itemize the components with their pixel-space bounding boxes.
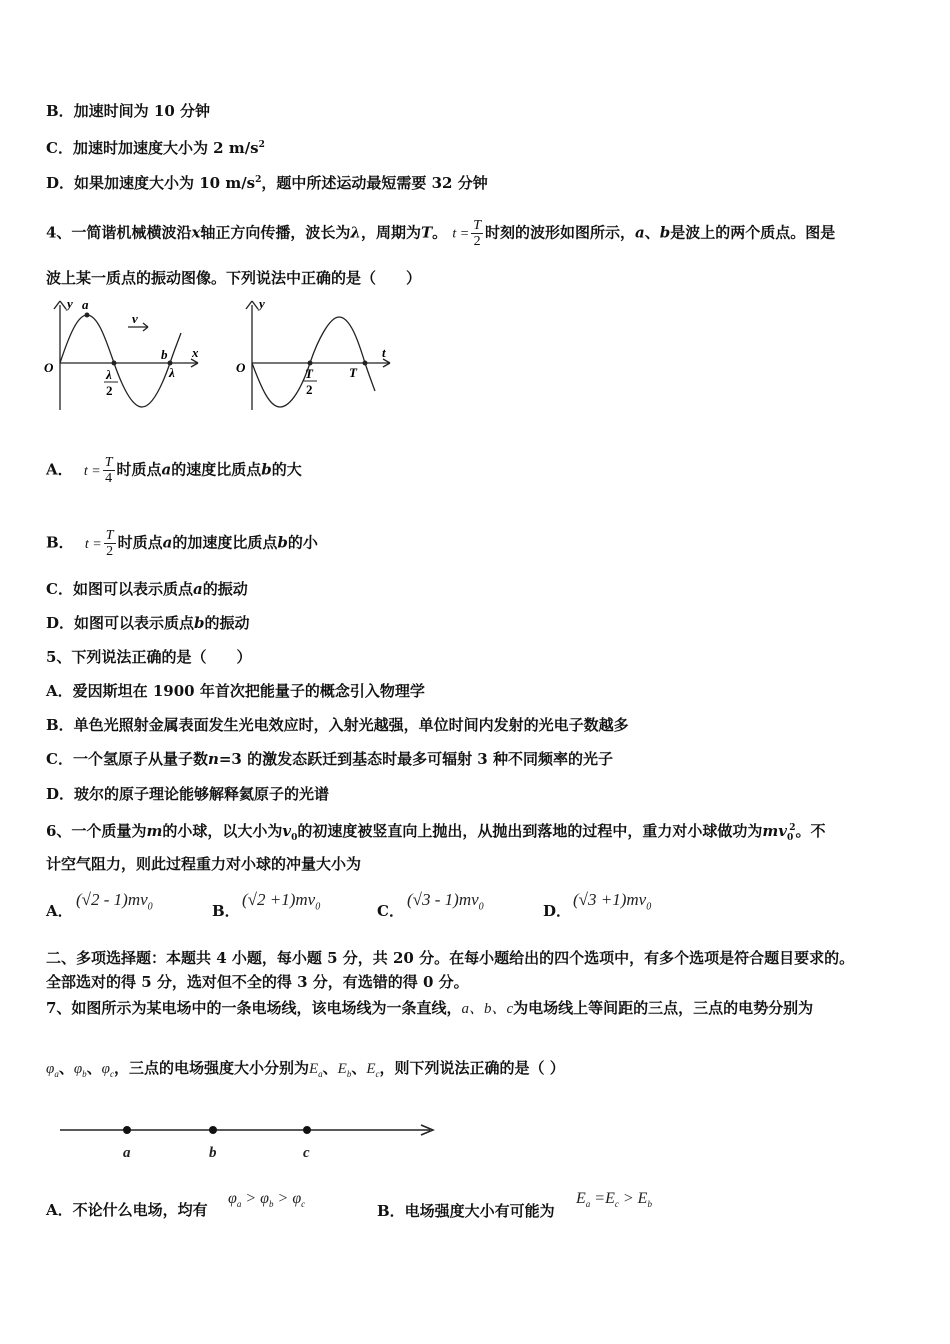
wave-a-label: a xyxy=(82,297,89,312)
vib-T-label: T xyxy=(349,365,357,380)
q3-option-d: D．如果加速度大小为 10 $m/s^2$，题中所述运动最短需要 32 分钟 xyxy=(46,174,488,192)
q6-option-c: C． xyxy=(377,902,404,920)
q5-option-c: C．一个氢原子从量子数n=3 的激发态跃迁到基态时最多可辐射 3 种不同频率的光子 xyxy=(46,750,613,768)
wave-y-arrow-right xyxy=(60,301,66,309)
q6-option-a: A． xyxy=(46,902,73,920)
wave-half-lambda-num: λ xyxy=(106,367,112,382)
wave-lambda-label: λ xyxy=(169,365,175,380)
q7-stem-line1: 7、如图所示为某电场中的一条电场线，该电场线为一条直线，a、b、c为电场线上等间距的三点，三点的电势分别为 xyxy=(46,999,814,1017)
vib-curve xyxy=(252,317,375,407)
point-half-lambda xyxy=(112,361,117,366)
wave-half-lambda-den: 2 xyxy=(106,383,113,398)
wave-b-label: b xyxy=(161,347,168,362)
field-label-b: b xyxy=(209,1145,217,1161)
q4-option-a: A． t = $\frac{T}{4}$ 时质点a的速度比质点b的大 xyxy=(46,455,302,486)
vib-t-label: t xyxy=(382,345,386,360)
field-label-a: a xyxy=(123,1145,131,1161)
q7-option-b-expr: $E_a =E_c > E_b$ xyxy=(576,1190,652,1210)
field-point-a xyxy=(123,1126,131,1134)
q6-option-a-expr: $(√2 - 1)mv_0$ xyxy=(76,890,153,913)
q7-option-a-expr: $\varphi_a > \varphi_b > \varphi_c$ xyxy=(228,1190,306,1210)
q6-option-d-expr: $(√3 +1)mv_0$ xyxy=(573,890,652,913)
q4-option-c: C．如图可以表示质点a的振动 xyxy=(46,580,248,598)
vib-origin-label: O xyxy=(236,360,246,375)
q7-option-b: B．电场强度大小有可能为 xyxy=(377,1202,555,1220)
q5-option-a: A．爱因斯坦在 1900 年首次把能量子的概念引入物理学 xyxy=(46,682,425,700)
q5-stem: 5、下列说法正确的是（ ） xyxy=(46,648,252,666)
q4-figures xyxy=(40,295,410,420)
wave-y-arrow-left xyxy=(54,301,60,309)
q4-t-fraction: $\frac{T}{2}$ xyxy=(473,218,482,249)
field-label-c: c xyxy=(303,1145,310,1161)
vib-point-T xyxy=(363,361,368,366)
wave-y-label: y xyxy=(67,296,73,311)
q3-option-b: B．加速时间为 10 分钟 xyxy=(46,102,210,120)
q4-stem-line2: 波上某一质点的振动图像。下列说法中正确的是（ ） xyxy=(46,269,422,287)
vib-y-arrow-right xyxy=(252,301,258,309)
q4-stem-line1: 4、一简谐机械横波沿x轴正方向传播，波长为λ，周期为T。 t = $\frac{T}{2}$ 时刻的波形如图所示，a、b是波上的两个质点。图是 xyxy=(46,218,836,249)
q3-option-c: C．加速时加速度大小为 2 $m/s^2$ xyxy=(46,139,265,157)
vib-point-half-T xyxy=(308,361,313,366)
q6-stem-line2: 计空气阻力，则此过程重力对小球的冲量大小为 xyxy=(46,855,362,873)
q4-option-b: B． t = $\frac{T}{2}$ 时质点a的加速度比质点b的小 xyxy=(46,528,318,559)
q7-option-a: A．不论什么电场，均有 xyxy=(46,1201,208,1219)
vibration-graph xyxy=(246,301,390,410)
field-point-c xyxy=(303,1126,311,1134)
wave-origin-label: O xyxy=(44,360,54,375)
section2-header-line1: 二、多项选择题：本题共 4 小题，每小题 5 分，共 20 分。在每小题给出的四个选项中，有多个选项是符合题目要求的。 xyxy=(46,949,855,967)
vib-half-T-den: 2 xyxy=(306,382,313,397)
wave-v-label: v xyxy=(132,311,138,326)
wave-graph xyxy=(54,301,198,410)
q6-option-d: D． xyxy=(543,902,572,920)
q5-option-d: D．玻尔的原子理论能够解释氦原子的光谱 xyxy=(46,785,330,803)
point-a xyxy=(85,313,90,318)
q5-option-b: B．单色光照射金属表面发生光电效应时，入射光越强，单位时间内发射的光电子数越多 xyxy=(46,716,629,734)
q7-stem-line2: $\varphi_a$、$\varphi_b$、$\varphi_c$，三点的电场强度大小分别为$E_a$、$E_b$、$E_c$，则下列说法正确的是（ ） xyxy=(46,1059,565,1079)
q6-stem-line1: 6、一个质量为m的小球，以大小为$v_0$的初速度被竖直向上抛出，从抛出到落地的过程中，重力对小球做功为$mv_0^2$。不 xyxy=(46,822,826,843)
q6-option-b-expr: $(√2 +1)mv_0$ xyxy=(242,890,321,913)
q6-option-b: B． xyxy=(212,902,240,920)
wave-x-label: x xyxy=(192,345,199,360)
section2-header-line2: 全部选对的得 5 分，选对但不全的得 3 分，有选错的得 0 分。 xyxy=(46,973,469,991)
q6-option-c-expr: $(√3 - 1)mv_0$ xyxy=(407,890,484,913)
field-point-b xyxy=(209,1126,217,1134)
vib-half-T-num: T xyxy=(305,366,313,381)
q4-option-d: D．如图可以表示质点b的振动 xyxy=(46,614,250,632)
q7-field-line-figure xyxy=(55,1115,445,1165)
vib-y-label: y xyxy=(259,296,265,311)
vib-y-arrow-left xyxy=(246,301,252,309)
